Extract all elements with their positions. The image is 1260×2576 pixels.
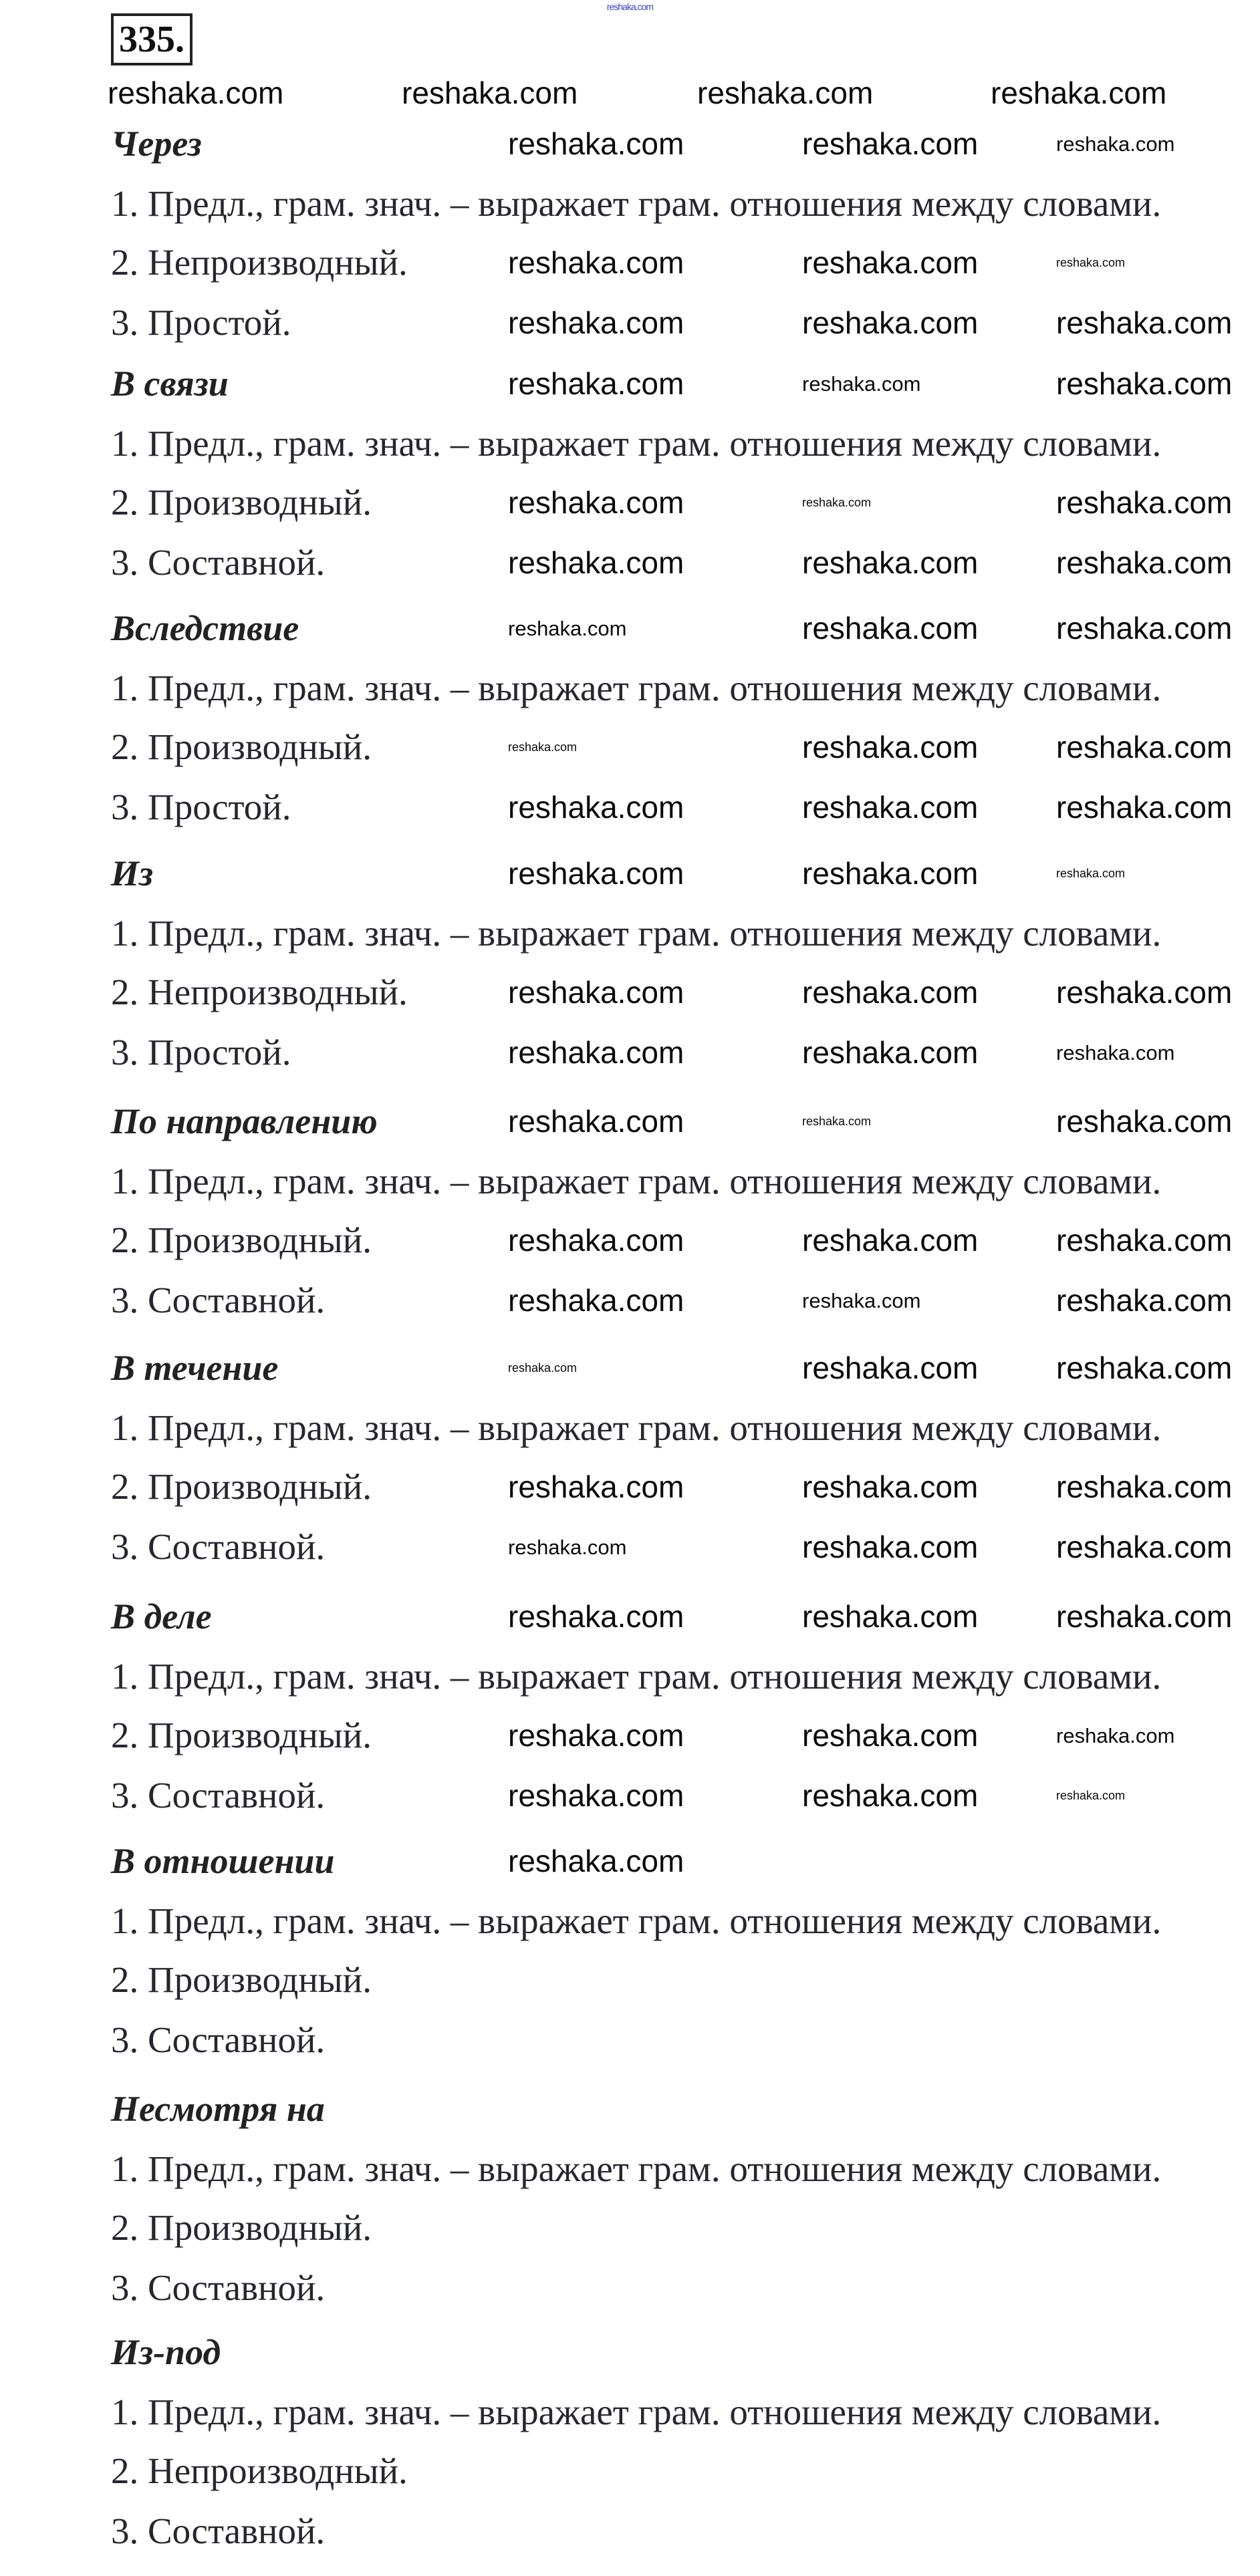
watermark: reshaka.com [802,1530,979,1564]
analysis-line: 3. Составной. [111,2267,326,2308]
watermark: reshaka.com [508,1536,627,1559]
analysis-line: 1. Предл., грам. знач. – выражает грам. отношения между словами. [111,2148,1162,2189]
watermark: reshaka.com [508,245,684,280]
watermark: reshaka.com [802,611,979,646]
analysis-line: 2. Производный. [111,2207,372,2248]
analysis-line: 1. Предл., грам. знач. – выражает грам. отношения между словами. [111,423,1162,464]
watermark: reshaka.com [1056,1530,1233,1564]
analysis-line: 2. Непроизводный. [111,972,408,1012]
watermark: reshaka.com [1056,730,1233,764]
analysis-line: 1. Предл., грам. знач. – выражает грам. отношения между словами. [111,668,1162,708]
watermark: reshaka.com [508,1844,684,1878]
watermark: reshaka.com [802,545,979,580]
analysis-line: 3. Составной. [111,1775,326,1816]
watermark: reshaka.com [508,975,684,1010]
watermark: reshaka.com [802,856,979,891]
analysis-line: 1. Предл., грам. знач. – выражает грам. отношения между словами. [111,1656,1162,1697]
watermark: reshaka.com [508,1469,684,1504]
watermark: reshaka.com [1056,867,1126,880]
watermark: reshaka.com [1056,1350,1233,1385]
analysis-line: 3. Составной. [111,1526,326,1567]
watermark: reshaka.com [991,76,1167,110]
analysis-line: 1. Предл., грам. знач. – выражает грам. отношения между словами. [111,2392,1162,2432]
analysis-line: 3. Простой. [111,302,291,343]
watermark: reshaka.com [1056,1223,1233,1258]
analysis-line: 3. Составной. [111,2019,326,2060]
preposition-heading: Из-под [111,2332,221,2372]
watermark: reshaka.com [1056,1469,1233,1504]
watermark: reshaka.com [802,245,979,280]
preposition-heading: В течение [111,1348,279,1388]
preposition-entry [111,2088,1247,2333]
watermark: reshaka.com [508,617,627,640]
watermark: reshaka.com [508,485,684,520]
watermark: reshaka.com [802,975,979,1010]
watermark: reshaka.com [402,76,578,110]
preposition-heading: В отношении [111,1841,335,1881]
watermark: reshaka.com [1056,256,1126,269]
preposition-heading: В связи [111,364,229,404]
preposition-heading: Несмотря на [111,2089,325,2129]
top-watermark: reshaka.com [606,1,654,12]
watermark: reshaka.com [508,1361,578,1375]
watermark: reshaka.com [1056,1283,1233,1318]
watermark: reshaka.com [1056,611,1233,646]
preposition-heading: Вследствие [111,608,299,648]
analysis-line: 2. Производный. [111,1220,372,1260]
preposition-heading: По направлению [111,1101,378,1141]
watermark: reshaka.com [802,730,979,764]
watermark: reshaka.com [802,1599,979,1634]
watermark: reshaka.com [508,1104,684,1139]
watermark: reshaka.com [1056,305,1233,340]
watermark: reshaka.com [802,496,872,509]
watermark: reshaka.com [1056,1104,1233,1139]
watermark: reshaka.com [508,1035,684,1070]
analysis-line: 2. Производный. [111,1466,372,1507]
watermark: reshaka.com [508,1283,684,1318]
watermark: reshaka.com [802,372,921,396]
watermark: reshaka.com [802,1778,979,1813]
watermark: reshaka.com [802,1223,979,1258]
watermark: reshaka.com [802,790,979,825]
watermark: reshaka.com [1056,485,1233,520]
analysis-line: 3. Составной. [111,542,326,583]
watermark: reshaka.com [1056,132,1175,156]
watermark: reshaka.com [802,1115,872,1128]
analysis-line: 2. Производный. [111,1715,372,1755]
analysis-line: 2. Производный. [111,482,372,523]
analysis-line: 1. Предл., грам. знач. – выражает грам. отношения между словами. [111,1161,1162,1201]
watermark: reshaka.com [802,1289,921,1312]
watermark: reshaka.com [108,76,284,110]
watermark: reshaka.com [802,1350,979,1385]
preposition-heading: В деле [111,1596,212,1636]
preposition-heading: Через [111,124,202,164]
watermark: reshaka.com [508,790,684,825]
watermark: reshaka.com [802,1469,979,1504]
preposition-heading: Из [111,853,154,893]
watermark: reshaka.com [508,856,684,891]
watermark: reshaka.com [802,1718,979,1753]
watermark: reshaka.com [508,366,684,401]
watermark: reshaka.com [802,305,979,340]
analysis-line: 2. Производный. [111,726,372,767]
analysis-line: 2. Производный. [111,1959,372,2000]
watermark: reshaka.com [1056,1789,1126,1802]
watermark: reshaka.com [697,76,874,110]
analysis-line: 1. Предл., грам. знач. – выражает грам. отношения между словами. [111,1407,1162,1448]
watermark: reshaka.com [508,126,684,161]
analysis-line: 2. Непроизводный. [111,242,408,283]
watermark: reshaka.com [1056,1724,1175,1747]
watermark: reshaka.com [508,1718,684,1753]
analysis-line: 3. Составной. [111,2511,326,2551]
watermark: reshaka.com [1056,1599,1233,1634]
watermark: reshaka.com [802,1035,979,1070]
analysis-line: 2. Непроизводный. [111,2450,408,2491]
watermark: reshaka.com [508,1778,684,1813]
watermark: reshaka.com [508,305,684,340]
watermark: reshaka.com [1056,545,1233,580]
watermark: reshaka.com [1056,790,1233,825]
watermark: reshaka.com [802,126,979,161]
watermark: reshaka.com [1056,366,1233,401]
preposition-entry [111,2331,1247,2576]
watermark: reshaka.com [508,1223,684,1258]
analysis-line: 1. Предл., грам. знач. – выражает грам. отношения между словами. [111,183,1162,224]
watermark: reshaka.com [1056,1041,1175,1064]
watermark: reshaka.com [508,1599,684,1634]
analysis-line: 3. Составной. [111,1280,326,1320]
analysis-line: 1. Предл., грам. знач. – выражает грам. отношения между словами. [111,913,1162,954]
watermark: reshaka.com [508,740,578,754]
exercise-number: 335. [111,13,193,65]
analysis-line: 3. Простой. [111,786,291,827]
watermark: reshaka.com [508,545,684,580]
analysis-line: 3. Простой. [111,1032,291,1072]
analysis-line: 1. Предл., грам. знач. – выражает грам. отношения между словами. [111,1900,1162,1941]
watermark: reshaka.com [1056,975,1233,1010]
